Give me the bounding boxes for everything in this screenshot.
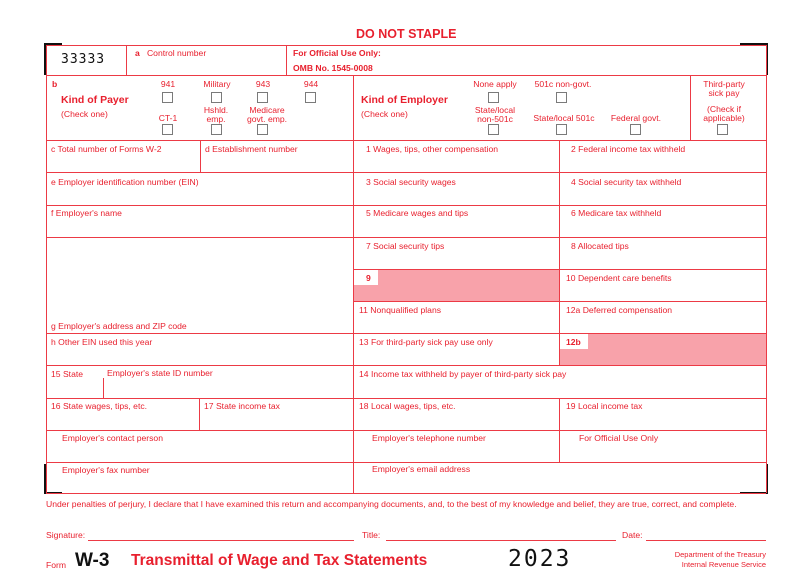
dept-treasury: Department of the Treasury <box>674 550 766 559</box>
box-h-label: h Other EIN used this year <box>51 337 153 347</box>
box-9-shaded-area <box>378 270 559 301</box>
title-line[interactable] <box>386 540 616 541</box>
box-g-label: g Employer's address and ZIP code <box>51 321 187 331</box>
payer-hshld-checkbox[interactable] <box>211 124 222 135</box>
payer-ct1-checkbox[interactable] <box>162 124 173 135</box>
box-12b-label: 12b <box>566 337 581 347</box>
payer-941-label: 941 <box>160 79 176 89</box>
corner-mark-top-right <box>740 43 768 75</box>
check-if-applicable-label: (Check if applicable) <box>703 104 745 123</box>
box-17-label: 17 State income tax <box>204 401 280 411</box>
box-c-label: c Total number of Forms W-2 <box>51 144 162 154</box>
payer-military-checkbox[interactable] <box>211 92 222 103</box>
box-4-label: 4 Social security tax withheld <box>571 177 682 187</box>
payer-medicare-label: Medicare govt. emp. <box>246 105 288 124</box>
title-label: Title: <box>362 530 381 540</box>
form-title: Transmittal of Wage and Tax Statements <box>131 552 428 569</box>
third-party-sick-pay-checkbox[interactable] <box>717 124 728 135</box>
box-13-label: 13 For third-party sick pay use only <box>359 337 493 347</box>
payer-943-label: 943 <box>255 79 271 89</box>
box-2-label: 2 Federal income tax withheld <box>571 144 686 154</box>
box-e-label: e Employer identification number (EIN) <box>51 177 199 187</box>
official-use-only-label: For Official Use Only <box>579 433 659 443</box>
box-6-label: 6 Medicare tax withheld <box>571 208 662 218</box>
box-12b-shaded-area <box>588 334 766 365</box>
box-f-field[interactable] <box>48 220 352 280</box>
employer-state-local-501c-checkbox[interactable] <box>556 124 567 135</box>
employer-none-apply-label: None apply <box>473 79 517 89</box>
box-9-shaded-lower <box>354 285 378 301</box>
tax-year: 2023 <box>508 546 572 572</box>
box-15-state-id-label: Employer's state ID number <box>107 368 213 378</box>
box-e-field[interactable] <box>48 188 352 204</box>
box-f-label: f Employer's name <box>51 208 122 218</box>
payer-944-label: 944 <box>303 79 319 89</box>
employer-state-local-non501c-label: State/local non-501c <box>474 105 516 124</box>
box-2-field[interactable] <box>561 155 765 171</box>
kind-of-payer-title: Kind of Payer <box>61 94 129 106</box>
telephone-label: Employer's telephone number <box>372 433 486 443</box>
payer-check-one: (Check one) <box>61 109 108 119</box>
third-party-sick-pay-label: Third-party sick pay <box>703 79 745 98</box>
date-line[interactable] <box>646 540 766 541</box>
box-7-label: 7 Social security tips <box>366 241 445 251</box>
official-use-heading: For Official Use Only: <box>293 48 381 58</box>
box-19-label: 19 Local income tax <box>566 401 643 411</box>
box-1-field[interactable] <box>355 155 558 171</box>
employer-federal-checkbox[interactable] <box>630 124 641 135</box>
form-code: 33333 <box>61 52 106 67</box>
form-name: W-3 <box>75 550 110 571</box>
email-label: Employer's email address <box>372 464 471 474</box>
payer-hshld-label: Hshld. emp. <box>203 105 229 124</box>
signature-line[interactable] <box>88 540 354 541</box>
payer-943-checkbox[interactable] <box>257 92 268 103</box>
do-not-staple-heading: DO NOT STAPLE <box>356 27 457 41</box>
box-9-label: 9 <box>366 273 371 283</box>
contact-person-label: Employer's contact person <box>62 433 163 443</box>
box-12b-shaded-lower <box>560 349 588 365</box>
payer-military-label: Military <box>203 79 231 89</box>
employer-state-local-501c-label: State/local 501c <box>533 113 595 123</box>
corner-mark-bottom-right <box>740 464 768 494</box>
perjury-statement: Under penalties of perjury, I declare that I have examined this return and accompanying documents, and, to the best of my knowledge and belief, they are true, correct, and complete. <box>46 499 737 509</box>
date-label: Date: <box>622 530 643 540</box>
employer-501c-checkbox[interactable] <box>556 92 567 103</box>
box-10-label: 10 Dependent care benefits <box>566 273 672 283</box>
box-8-label: 8 Allocated tips <box>571 241 629 251</box>
box-12a-label: 12a Deferred compensation <box>566 305 673 315</box>
box-d-field[interactable] <box>202 155 352 171</box>
payer-letter: b <box>52 79 58 89</box>
box-1-label: 1 Wages, tips, other compensation <box>366 144 498 154</box>
employer-check-one: (Check one) <box>361 109 408 119</box>
payer-941-checkbox[interactable] <box>162 92 173 103</box>
box-16-label: 16 State wages, tips, etc. <box>51 401 148 411</box>
control-number-label: a Control number <box>135 48 207 58</box>
box-h-field[interactable] <box>48 348 352 364</box>
employer-federal-label: Federal govt. <box>610 113 662 123</box>
box-14-label: 14 Income tax withheld by payer of third-party sick pay <box>359 369 567 379</box>
box-d-label: d Establishment number <box>205 144 298 154</box>
employer-state-local-non501c-checkbox[interactable] <box>488 124 499 135</box>
omb-number: OMB No. 1545-0008 <box>293 63 373 73</box>
fax-number-label: Employer's fax number <box>62 465 150 475</box>
irs-label: Internal Revenue Service <box>681 560 766 569</box>
box-c-field[interactable] <box>48 155 198 171</box>
signature-label: Signature: <box>46 530 86 540</box>
box-18-label: 18 Local wages, tips, etc. <box>359 401 456 411</box>
box-5-label: 5 Medicare wages and tips <box>366 208 469 218</box>
form-word: Form <box>46 560 67 570</box>
payer-medicare-checkbox[interactable] <box>257 124 268 135</box>
payer-944-checkbox[interactable] <box>305 92 316 103</box>
kind-of-employer-title: Kind of Employer <box>361 94 448 106</box>
payer-ct1-label: CT-1 <box>158 113 178 123</box>
employer-501c-label: 501c non-govt. <box>534 79 592 89</box>
control-number-field[interactable] <box>127 58 285 74</box>
employer-none-apply-checkbox[interactable] <box>488 92 499 103</box>
box-11-label: 11 Nonqualified plans <box>359 305 442 315</box>
box-3-label: 3 Social security wages <box>366 177 456 187</box>
box-15-label: 15 State <box>51 369 84 379</box>
